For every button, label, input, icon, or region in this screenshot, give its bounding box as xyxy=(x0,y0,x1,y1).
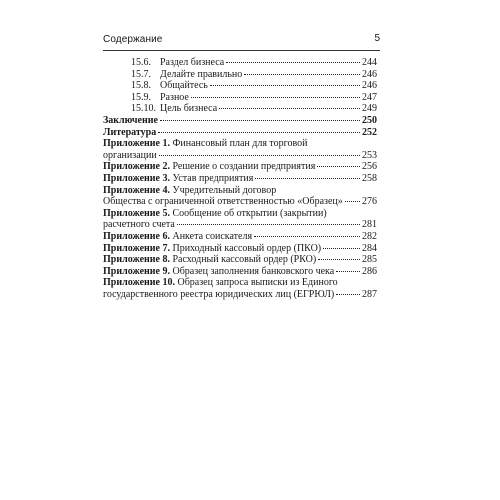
toc-entry-literature[interactable] xyxy=(103,127,377,139)
running-head xyxy=(103,30,380,51)
leader-dots xyxy=(219,108,360,109)
table-of-contents xyxy=(103,57,377,300)
appendix-prefix: Приложение 7. xyxy=(103,242,170,254)
toc-entry-15-7[interactable] xyxy=(103,69,377,81)
running-head-page-number: 5 xyxy=(374,33,380,44)
toc-entry-appendix-5[interactable] xyxy=(103,208,377,231)
appendix-title-continued: государственного реестра юридических лиц (ЕГРЮЛ) xyxy=(103,288,335,300)
toc-entry-page: 282 xyxy=(362,230,377,242)
toc-entry-appendix-6[interactable] xyxy=(103,231,377,243)
toc-entry-page: 286 xyxy=(362,265,377,277)
toc-entry-label: Общайтесь xyxy=(160,80,208,92)
appendix-prefix: Приложение 5. xyxy=(103,207,170,219)
appendix-title: Анкета соискателя xyxy=(172,230,253,242)
appendix-prefix: Приложение 3. xyxy=(103,172,170,184)
toc-entry-number: 15.9. xyxy=(131,91,151,103)
toc-entry-label: Цель бизнеса xyxy=(160,103,218,115)
toc-entry-number: 15.8. xyxy=(131,80,151,92)
leader-dots xyxy=(336,294,360,295)
toc-entry-label: Делайте правильно xyxy=(160,68,243,80)
leader-dots xyxy=(226,62,360,63)
toc-entry-page: 249 xyxy=(362,103,377,115)
toc-entry-15-8[interactable] xyxy=(103,80,377,92)
toc-entry-appendix-2[interactable] xyxy=(103,161,377,173)
toc-entry-page: 250 xyxy=(362,114,377,126)
leader-dots xyxy=(345,201,360,202)
toc-entry-appendix-10[interactable] xyxy=(103,277,377,300)
toc-entry-15-10[interactable] xyxy=(103,103,377,115)
appendix-prefix: Приложение 1. xyxy=(103,138,170,150)
toc-entry-appendix-4[interactable] xyxy=(103,185,377,208)
toc-entry-appendix-7[interactable] xyxy=(103,243,377,255)
toc-entry-page: 253 xyxy=(362,149,377,161)
toc-entry-label: Литература xyxy=(103,126,157,138)
toc-entry-page: 247 xyxy=(362,91,377,103)
leader-dots xyxy=(158,132,360,133)
toc-entry-15-9[interactable] xyxy=(103,92,377,104)
leader-dots xyxy=(318,259,360,260)
toc-entry-number: 15.6. xyxy=(131,57,151,68)
appendix-prefix: Приложение 9. xyxy=(103,265,170,277)
toc-entry-page: 276 xyxy=(362,196,377,208)
appendix-prefix: Приложение 10. xyxy=(103,277,175,289)
leader-dots xyxy=(255,178,360,179)
toc-entry-page: 287 xyxy=(362,288,377,300)
leader-dots xyxy=(244,74,360,75)
toc-entry-number: 15.10. xyxy=(131,103,156,115)
appendix-prefix: Приложение 8. xyxy=(103,254,170,266)
appendix-prefix: Приложение 6. xyxy=(103,230,170,242)
toc-entry-page: 246 xyxy=(362,68,377,80)
toc-entry-page: 244 xyxy=(362,57,377,68)
toc-entry-appendix-1[interactable] xyxy=(103,138,377,161)
leader-dots xyxy=(160,120,360,121)
toc-entry-appendix-3[interactable] xyxy=(103,173,377,185)
toc-entry-page: 284 xyxy=(362,242,377,254)
appendix-title: Учредительный договор xyxy=(172,184,277,196)
appendix-prefix: Приложение 4. xyxy=(103,184,170,196)
toc-entry-15-6[interactable] xyxy=(103,57,377,69)
running-head-title: Содержание xyxy=(103,34,163,45)
appendix-title: Образец заполнения банковского чека xyxy=(172,265,335,277)
toc-entry-label: Заключение xyxy=(103,114,158,126)
toc-entry-page: 256 xyxy=(362,161,377,173)
appendix-title: Образец запроса выписки из Единого xyxy=(177,277,338,289)
toc-entry-conclusion[interactable] xyxy=(103,115,377,127)
appendix-prefix: Приложение 2. xyxy=(103,161,170,173)
appendix-title: Устав предприятия xyxy=(172,172,254,184)
leader-dots xyxy=(336,271,360,272)
leader-dots xyxy=(317,166,360,167)
toc-entry-appendix-8[interactable] xyxy=(103,254,377,266)
toc-entry-label: Разное xyxy=(160,91,189,103)
toc-entry-number: 15.7. xyxy=(131,68,151,80)
leader-dots xyxy=(159,155,360,156)
appendix-title: Сообщение об открытии (закрытии) xyxy=(172,207,327,219)
toc-entry-page: 281 xyxy=(362,219,377,231)
appendix-title-continued: расчетного счета xyxy=(103,219,175,231)
toc-entry-page: 252 xyxy=(362,126,377,138)
appendix-title: Приходный кассовый ордер (ПКО) xyxy=(172,242,322,254)
leader-dots xyxy=(254,236,360,237)
leader-dots xyxy=(210,85,360,86)
appendix-title-continued: организации xyxy=(103,149,157,161)
leader-dots xyxy=(191,97,360,98)
leader-dots xyxy=(323,248,360,249)
appendix-title: Решение о создании предприятия xyxy=(172,161,316,173)
toc-entry-page: 285 xyxy=(362,254,377,266)
toc-entry-appendix-9[interactable] xyxy=(103,266,377,278)
appendix-title: Финансовый план для торговой xyxy=(172,138,308,150)
toc-entry-label: Раздел бизнеса xyxy=(160,57,225,68)
appendix-title: Расходный кассовый ордер (РКО) xyxy=(172,254,317,266)
toc-entry-page: 258 xyxy=(362,172,377,184)
toc-entry-page: 246 xyxy=(362,80,377,92)
leader-dots xyxy=(177,224,360,225)
appendix-title-continued: Общества с ограниченной ответственностью «Образец» xyxy=(103,196,343,208)
